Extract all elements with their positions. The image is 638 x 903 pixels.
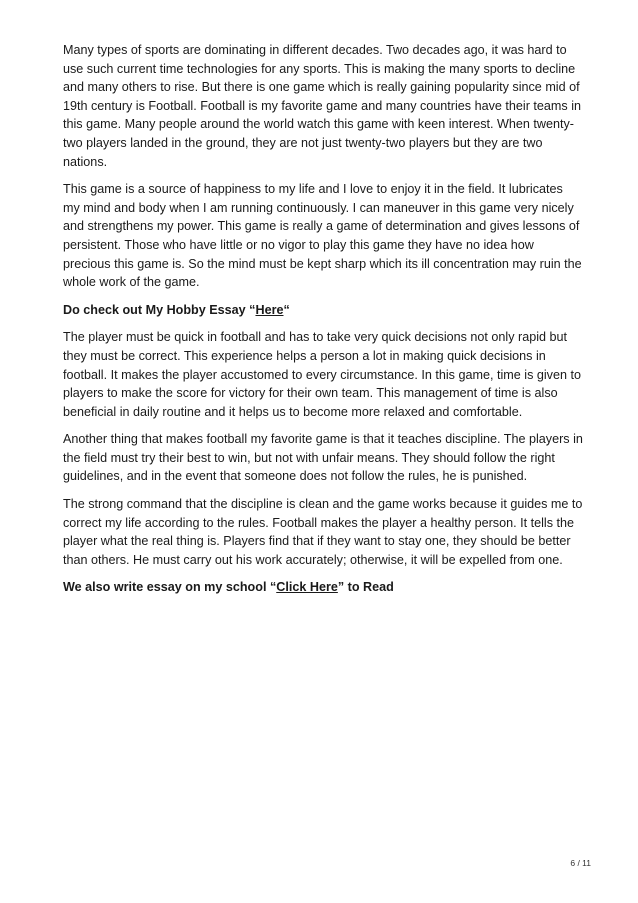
paragraph-happiness: This game is a source of happiness to my life and I love to enjoy it in the field. It lubricates my mind and body when I am running continuously. I can maneuver in this game very nicely and strengthens my power. This game is really a game of determination and gives lessons of persistent. Those who have little or no vigor to play this game they have no idea how precious this game is. So the mind must be kept sharp which its ill concentration may ruin the whole work of the game. xyxy=(63,182,582,290)
hobby-essay-prefix: Do check out My Hobby Essay “ xyxy=(63,302,256,317)
paragraph-intro: Many types of sports are dominating in different decades. Two decades ago, it was hard to use such current time technologies for any sports. This is making the many sports to decline and many others to rise. But there is one game which is really gaining popularity since mid of 19th century is Football. Football is my favorite game and many countries have their teams in this game. Many people around the world watch this game with keen interest. When twenty-two players landed in the ground, they are not just twenty-two players but they are two nations. xyxy=(63,43,581,169)
paragraph-strong-command: The strong command that the discipline is clean and the game works because it guides me to correct my life according to the rules. Football makes the player a healthy person. It tells the player what the real thing is. Players find that if they want to stay one, they should be better than others. He must carry out his work accurately; otherwise, it will be expelled from one. xyxy=(63,497,583,567)
document-page xyxy=(63,41,583,606)
hobby-essay-callout xyxy=(63,301,583,320)
school-essay-prefix: We also write essay on my school “ xyxy=(63,580,277,595)
school-essay-suffix: ” to Read xyxy=(337,580,394,595)
hobby-essay-link[interactable]: Here xyxy=(255,302,284,317)
paragraph-discipline: Another thing that makes football my favorite game is that it teaches discipline. The players in the field must try their best to win, but not with unfair means. They should follow the right guidelines, and in the event that someone does not follow the rules, he is punished. xyxy=(63,432,583,484)
page-number: 6 / 11 xyxy=(570,858,591,868)
paragraph-quick-decisions: The player must be quick in football and has to take very quick decisions not only rapid but they must be correct. This experience helps a person a lot in making quick decisions in football. It makes the player accustomed to every circumstance. In this game, time is given to players to make the score for victory for their own team. This management of time is also beneficial in daily routine and it helps us to become more relaxed and comfortable. xyxy=(63,330,581,419)
school-essay-link[interactable]: Click Here xyxy=(276,580,338,595)
hobby-essay-suffix: “ xyxy=(283,302,290,317)
school-essay-callout xyxy=(63,578,583,597)
